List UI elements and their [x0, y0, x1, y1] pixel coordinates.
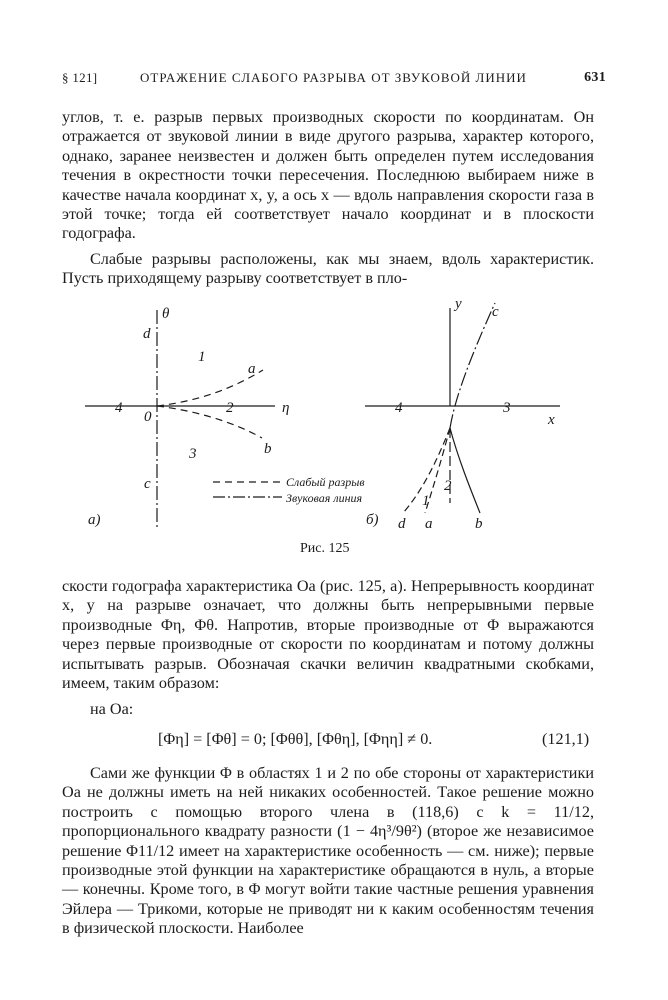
panel-b-label: б): [366, 512, 379, 528]
paragraph-1: углов, т. е. разрыв первых производных скорости по координатам. Он отражается от звуковой линии в виде другого разрыва, характер которого, однако, заранее неизвестен и должен быть определен путем исследования течения в окрестности точки пересечения. Последнюю выбираем ниже в качестве начала координат x, y, а ось x — вдоль направления скорости газа в этой точке; тогда ей соответствует начало координат и в плоскости годографа.: [62, 108, 594, 243]
figure-drawing: [0, 288, 668, 548]
running-title: ОТРАЖЕНИЕ СЛАБОГО РАЗРЫВА ОТ ЗВУКОВОЙ ЛИНИИ: [140, 70, 527, 85]
legend-weak-text: Слабый разрыв: [286, 475, 365, 489]
equation-121-1: [Φη] = [Φθ] = 0; [Φθθ], [Φθη], [Φηη] ≠ 0.: [158, 730, 433, 748]
label-a-d: d: [143, 326, 151, 342]
figure-caption: Рис. 125: [300, 541, 350, 556]
origin-label: 0: [144, 409, 152, 425]
label-a-1: 1: [198, 349, 206, 365]
paragraph-2: Слабые разрывы расположены, как мы знаем, вдоль характеристик. Пусть приходящему разрыву соответствует в пло-: [62, 250, 594, 288]
label-a-b: b: [264, 441, 272, 457]
paragraph-3: скости годографа характеристика Oa (рис. 125, a). Непрерывность координат x, y на разрыве означает, что должны быть непрерывными первые производные Φη, Φθ. Напротив, вторые производные от Φ выражаются через первые производные от скорости по координатам и потому должны испытывать разрыв. Обозначая скачки величин квадратными скобками, имеем, таким образом:: [62, 577, 594, 693]
axis-eta-label: η: [282, 400, 290, 416]
panel-a-label: а): [88, 512, 101, 528]
characteristic-ob: [157, 406, 262, 438]
axis-x-label: x: [548, 412, 555, 428]
equation-number: (121,1): [542, 730, 590, 748]
label-b-1: 1: [422, 493, 430, 509]
figure-125: [0, 288, 668, 553]
label-b-b: b: [475, 516, 483, 532]
label-b-a: a: [425, 516, 433, 532]
label-a-4: 4: [115, 400, 123, 416]
label-b-3: 3: [503, 400, 511, 416]
label-a-a: a: [248, 361, 256, 377]
axis-y-label: y: [455, 296, 462, 312]
legend-sonic-text: Звуковая линия: [286, 491, 363, 505]
equation-label: на Oa:: [90, 700, 134, 718]
page-number: 631: [584, 70, 606, 85]
label-b-c: c: [492, 304, 499, 320]
label-b-d: d: [398, 516, 406, 532]
section-number: § 121]: [62, 70, 98, 85]
char-b: [450, 428, 480, 513]
label-b-4: 4: [395, 400, 403, 416]
axis-theta-label: θ: [162, 306, 170, 322]
paragraph-4: Сами же функции Φ в областях 1 и 2 по обе стороны от характеристики Oa не должны иметь на ней никаких особенностей. Такое решение можно построить с помощью второго члена в (118,6) с k = 11/12, пропорционального квадрату разности (1 − 4η³/9θ²) (второе же независимое решение Φ11/12 имеет на характеристике особенность — см. ниже); первые производные этой функции на характеристике обращаются в нуль, а вторые — конечны. Кроме того, в Φ могут войти такие частные решения уравнения Эйлера — Трикоми, которые не приводят ни к каким особенностям течения в физической плоскости. Наиболее: [62, 764, 594, 938]
label-a-2: 2: [226, 400, 234, 416]
label-a-c: c: [144, 476, 151, 492]
label-b-2: 2: [444, 478, 452, 494]
label-a-3: 3: [189, 446, 197, 462]
sonic-line-b: [450, 303, 495, 428]
